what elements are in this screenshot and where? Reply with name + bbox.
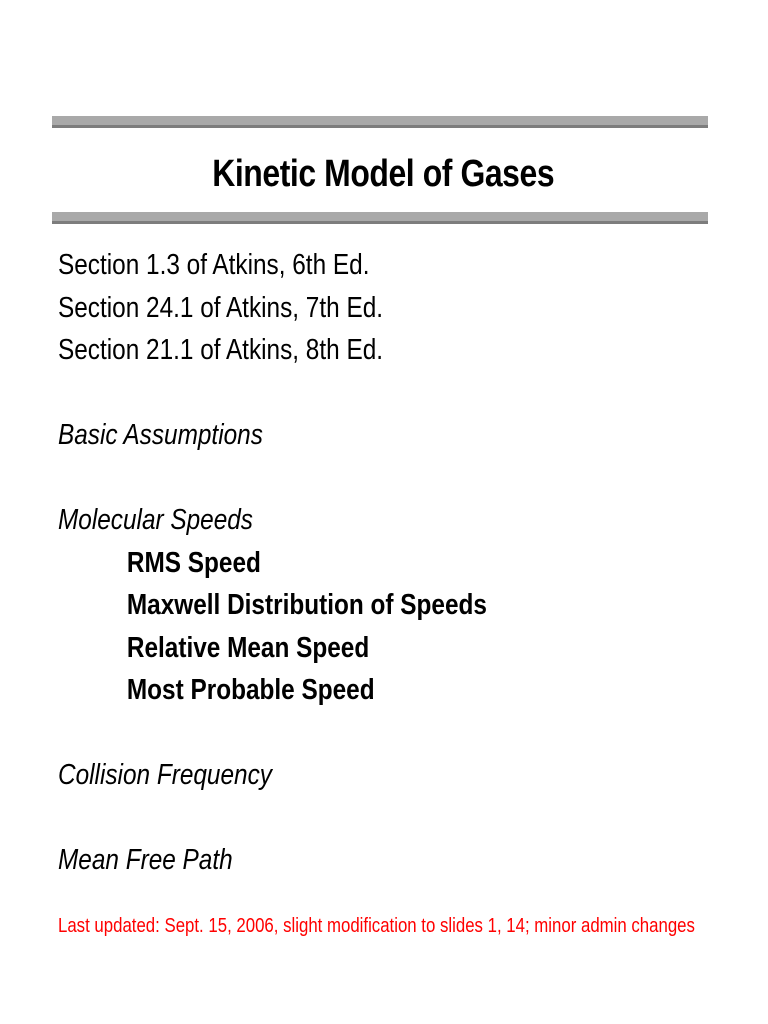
last-updated-note: Last updated: Sept. 15, 2006, slight modification to slides 1, 14; minor admin changes	[58, 915, 695, 937]
subtopic-item: Most Probable Speed	[126, 674, 375, 706]
spacer	[58, 797, 487, 840]
topic-collision-frequency: Collision Frequency	[58, 759, 272, 791]
spacer	[58, 372, 487, 415]
section-reference: Section 1.3 of Atkins, 6th Ed.	[58, 249, 370, 281]
subtopic-item: RMS Speed	[126, 546, 261, 579]
spacer	[58, 457, 487, 500]
topic-basic-assumptions: Basic Assumptions	[58, 419, 263, 451]
subtopic-item: Relative Mean Speed	[126, 631, 370, 664]
bottom-divider	[52, 212, 708, 224]
spacer	[58, 712, 487, 755]
topic-mean-free-path: Mean Free Path	[58, 844, 233, 876]
top-divider	[52, 116, 708, 128]
section-reference: Section 21.1 of Atkins, 8th Ed.	[58, 334, 384, 366]
slide-title: Kinetic Model of Gases	[212, 153, 555, 195]
subtopic-item: Maxwell Distribution of Speeds	[126, 589, 487, 621]
topic-molecular-speeds: Molecular Speeds	[58, 504, 253, 536]
section-reference: Section 24.1 of Atkins, 7th Ed.	[58, 291, 384, 324]
slide-body	[58, 244, 487, 882]
